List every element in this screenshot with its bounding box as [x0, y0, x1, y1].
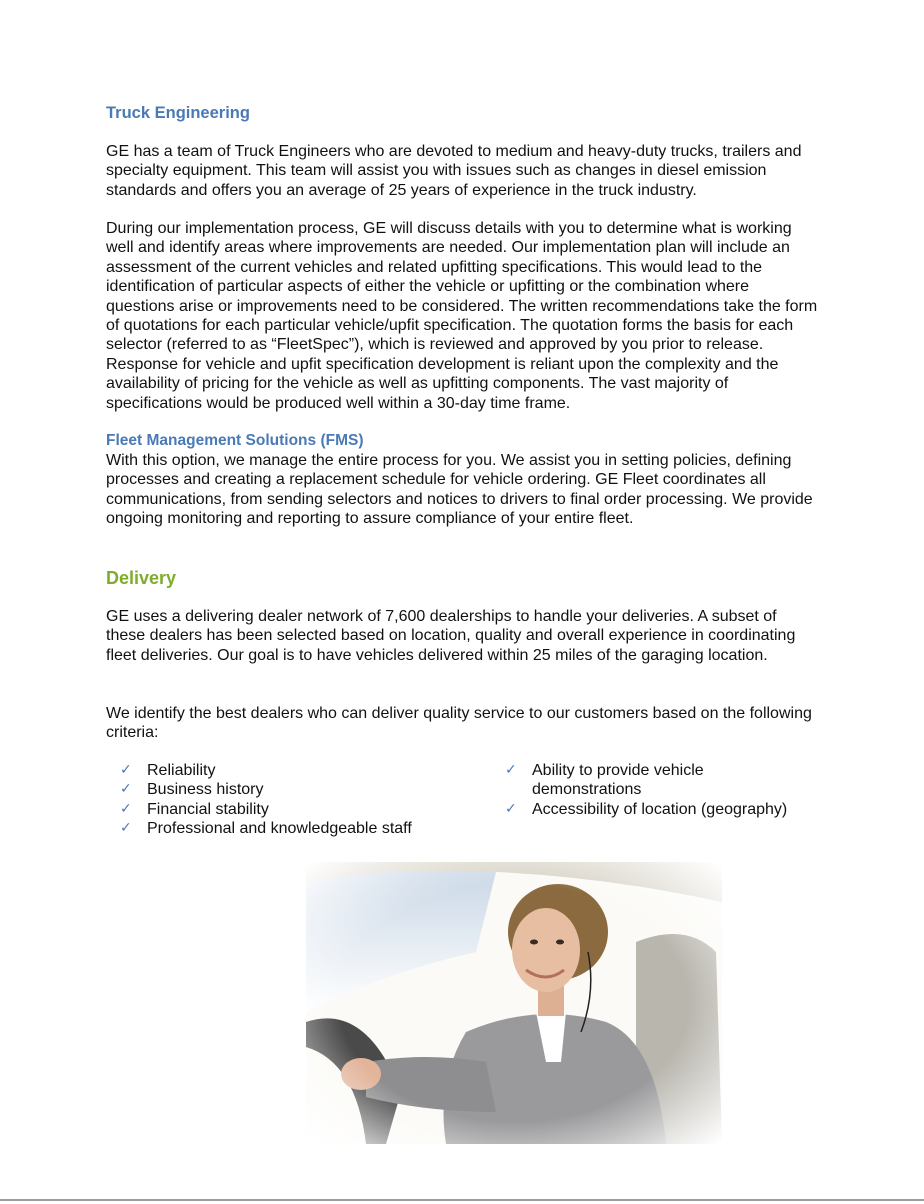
list-item: ✓ Reliability [120, 762, 216, 779]
list-item: ✓ Business history [120, 781, 264, 799]
truck-engineering-paragraph-2: During our implementation process, GE will discuss details with you to determine what is working well and identify areas where improvements are needed. Our implementation plan will include an assessment of the current vehicles and related upfitting specifications. This would lead to the identification of particular aspects of either the vehicle or upfitting or the combination where questions arise or improvements need to be considered. The written recommendations take the form of quotations for each particular vehicle/upfit specification. The quotation forms the basis for each selector (referred to as “FleetSpec”), which is reviewed and approved by you prior to release. Response for vehicle and upfit specification development is reliant upon the complexity and the availability of pricing for the vehicle as well as upfitting components. The vast majority of specifications would be produced well within a 30-day time frame. [106, 220, 818, 412]
checkmark-icon: ✓ [120, 781, 132, 798]
woman-driving-illustration [306, 862, 722, 1144]
delivery-heading: Delivery [106, 568, 177, 588]
checkmark-icon: ✓ [120, 762, 132, 778]
fms-heading: Fleet Management Solutions (FMS) [106, 432, 364, 449]
list-item: ✓ Ability to provide vehicle demonstrations [505, 762, 704, 799]
truck-engineering-paragraph-1: GE has a team of Truck Engineers who are devoted to medium and heavy-duty trucks, trailers and specialty equipment. This team will assist you with issues such as changes in diesel emission standards and offers you an average of 25 years of experience in the truck industry. [106, 143, 802, 199]
checkmark-icon: ✓ [505, 800, 517, 817]
list-item: ✓ Financial stability [120, 800, 269, 818]
checkmark-icon: ✓ [120, 800, 132, 817]
criteria-checklist [120, 761, 820, 839]
fms-paragraph: With this option, we manage the entire process for you. We assist you in setting policies, defining processes and creating a replacement schedule for vehicle ordering. GE Fleet coordinates all communications, from sending selectors and notices to drivers to final order processing. We provide ongoing monitoring and reporting to assure compliance of your entire fleet. [106, 452, 813, 528]
delivery-paragraph-1: GE uses a delivering dealer network of 7,600 dealerships to handle your deliveries. A subset of these dealers has been selected based on location, quality and overall experience in coordinating fleet deliveries. Our goal is to have vehicles delivered within 25 miles of the garaging location. [106, 608, 796, 664]
checkmark-icon: ✓ [505, 762, 517, 778]
list-item: ✓ Accessibility of location (geography) [505, 800, 788, 818]
criteria-list-right [505, 761, 815, 839]
truck-engineering-heading: Truck Engineering [106, 104, 250, 122]
criteria-list-left [120, 761, 505, 839]
delivery-paragraph-2: We identify the best dealers who can deliver quality service to our customers based on the following criteria: [106, 705, 812, 742]
driver-photo [306, 862, 722, 1144]
checkmark-icon: ✓ [120, 820, 132, 837]
list-item: ✓ Professional and knowledgeable staff [120, 820, 412, 838]
page-bottom-rule [0, 1199, 924, 1201]
